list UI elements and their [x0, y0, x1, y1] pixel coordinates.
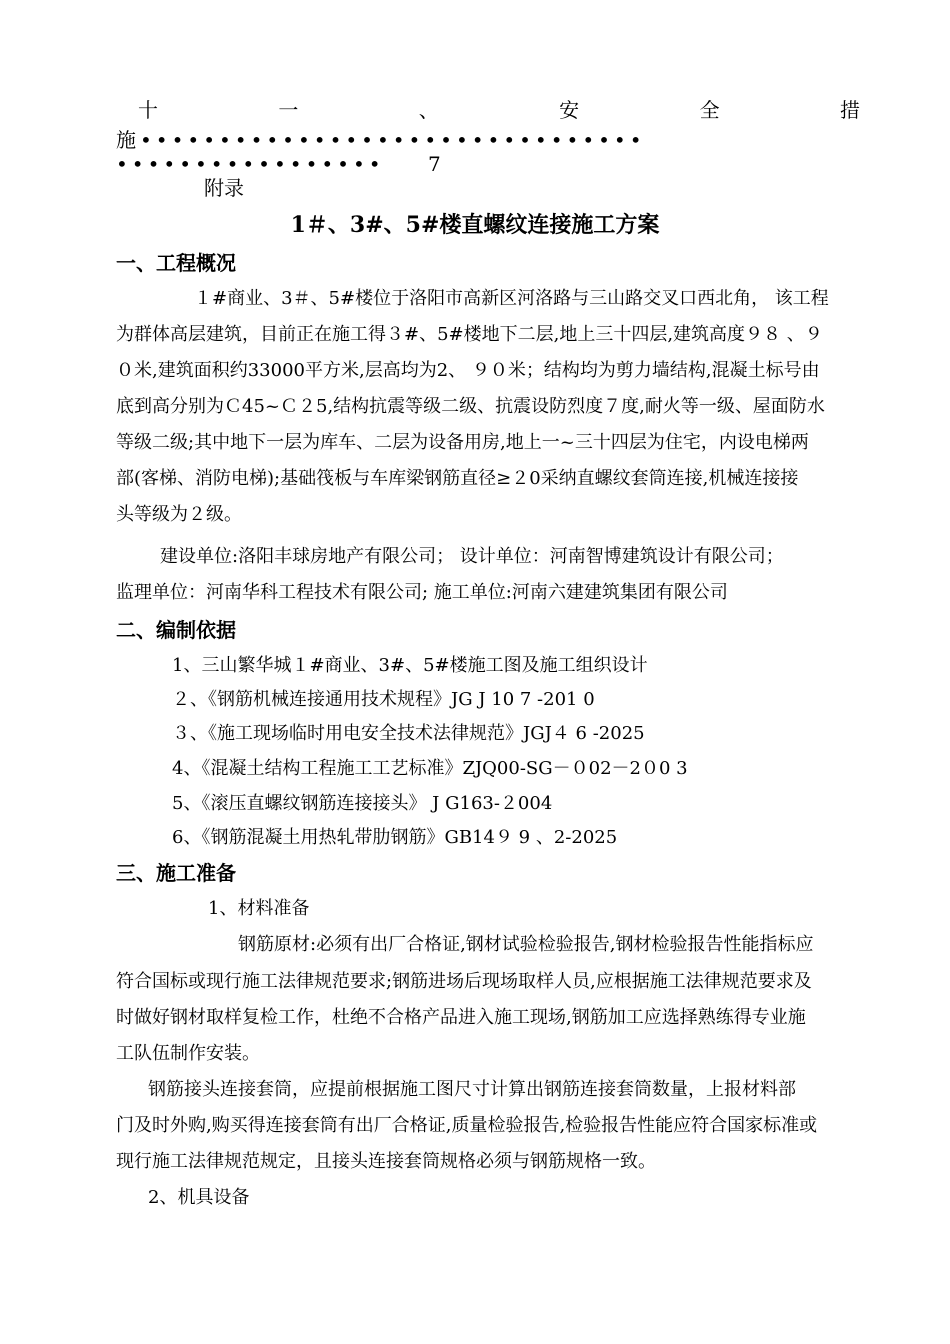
paragraph-line: 头等级为２级。	[116, 504, 242, 525]
project-units-line: 建设单位:洛阳丰球房地产有限公司； 设计单位：河南智博建筑设计有限公司；	[160, 546, 784, 567]
subsection-heading: 1、材料准备	[208, 898, 310, 919]
toc-char: 安	[559, 98, 580, 122]
paragraph-line: 符合国标或现行施工法律规范要求;钢筋进场后现场取样人员,应根据施工法律规范要求及	[116, 971, 812, 992]
project-units-line: 监理单位：河南华科工程技术有限公司; 施工单位:河南六建建筑集团有限公司	[116, 582, 728, 603]
paragraph-line: 门及时外购,购买得连接套筒有出厂合格证,质量检验报告,检验报告性能应符合国家标准或	[116, 1115, 818, 1136]
paragraph-line: 时做好钢材取样复检工作，杜绝不合格产品进入施工现场,钢筋加工应选择熟练得专业施	[116, 1007, 806, 1028]
section-heading: 一、工程概况	[116, 251, 236, 275]
toc-entry-start: 施	[116, 128, 136, 152]
toc-leader-dots: ••••••••••••••••••••••••••••••••	[140, 130, 646, 150]
section-heading: 二、编制依据	[116, 618, 236, 642]
toc-char: 一	[278, 98, 299, 122]
paragraph-line: 钢筋接头连接套筒，应提前根据施工图尺寸计算出钢筋连接套筒数量，上报材料部	[148, 1079, 796, 1100]
paragraph-line: 等级二级;其中地下一层为库车、二层为设备用房,地上一~三十四层为住宅，内设电梯两	[116, 432, 809, 453]
reference-item: ３、《施工现场临时用电安全技术法律规范》JGJ４ 6 -2025	[172, 723, 645, 744]
paragraph-line: 部(客梯、消防电梯);基础筏板与车库梁钢筋直径≥２0采纳直螺纹套筒连接,机械连接接	[116, 468, 799, 489]
toc-entry-line1	[138, 98, 860, 122]
paragraph-line: 现行施工法律规范规定，且接头连接套筒规格必须与钢筋规格一致。	[116, 1151, 656, 1172]
toc-page-number: 7	[428, 152, 441, 176]
reference-item: 1、三山繁华城１#商业、3#、5#楼施工图及施工组织设计	[172, 655, 648, 676]
paragraph-line: 底到高分别为Ｃ45~Ｃ２5,结构抗震等级二级、抗震设防烈度７度,耐火等一级、屋面防水	[116, 396, 825, 417]
document-title: 1＃、3#、5#楼直螺纹连接施工方案	[290, 212, 660, 238]
toc-char: 十	[138, 98, 158, 122]
subsection-heading: 2、机具设备	[148, 1187, 250, 1208]
toc-leader-dots: •••••••••••••••••	[116, 154, 385, 174]
reference-item: 4、《混凝土结构工程施工工艺标准》ZJQ00-SG－０02－2０0 3	[172, 758, 688, 779]
reference-item: 6、《钢筋混凝土用热轧带肋钢筋》GB14９ 9 、2-2025	[172, 827, 618, 848]
paragraph-line: １#商业、3＃、5#楼位于洛阳市高新区河洛路与三山路交叉口西北角， 该工程	[194, 288, 829, 309]
paragraph-line: 工队伍制作安装。	[116, 1043, 260, 1064]
appendix-label: 附录	[204, 176, 244, 200]
reference-item: 5、《滚压直螺纹钢筋连接接头》 J G163-２004	[172, 793, 553, 814]
paragraph-line: ０米,建筑面积约33000平方米,层高均为2、 ９０米；结构均为剪力墙结构,混凝土标号由	[116, 360, 820, 381]
paragraph-line: 钢筋原材:必须有出厂合格证,钢材试验检验报告,钢材检验报告性能指标应	[238, 934, 814, 955]
section-heading: 三、施工准备	[116, 861, 236, 885]
reference-item: ２、《钢筋机械连接通用技术规程》JG J 10 7 -201 0	[172, 689, 595, 710]
toc-char: 、	[418, 98, 439, 122]
toc-char: 全	[699, 98, 720, 122]
paragraph-line: 为群体高层建筑，目前正在施工得３#、5#楼地下二层,地上三十四层,建筑高度９８ 、９	[116, 324, 823, 345]
toc-char: 措	[839, 98, 860, 122]
